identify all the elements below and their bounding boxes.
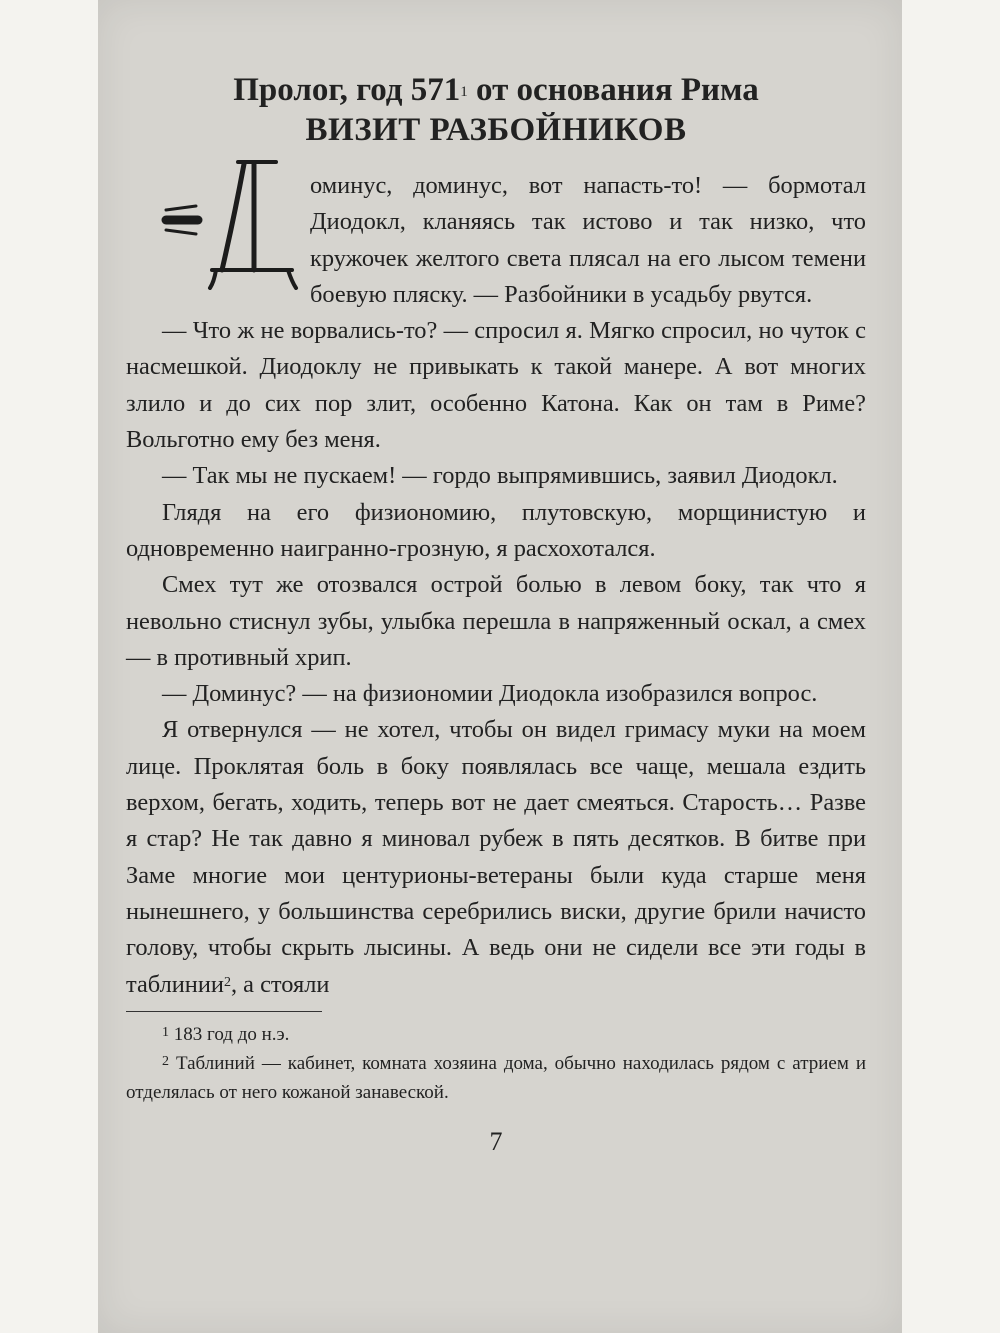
footnote-1: $^1$ 183 год до н.э.	[162, 1023, 290, 1045]
page-number: 7	[489, 1126, 503, 1156]
footnote-ref-2: 2	[223, 974, 231, 990]
chapter-title: Пролог, год $571^1$ от основания Рима	[233, 72, 759, 108]
paragraph-7: Я отвернулся — не хотел, чтобы он видел гримасу муки на моем лице. Проклятая боль в боку появлялась все чаще, мешала ездить верхом, бегать, ходить, теперь вот не дает смеяться. Старость… Разве я стар? Не так давно я миновал рубеж в пять десятков. В битве при Заме многие мои центурионы-ветераны были куда старше меня нынешнего, у большинства серебрились виски, другие брили начисто голову, чтобы скрыть лысины. А ведь они не сидели все эти годы в таблинии$^2$, а стояли	[126, 716, 866, 998]
page-content	[126, 70, 866, 1157]
paragraph-2: — Что ж не ворвались-то? — спросил я. Мягко спросил, но чуток с насмешкой. Диодоклу не привыкать к такой манере. А вот многих злило и до сих пор злит, особенно Катона. Как он там в Риме? Вольготно ему без меня.	[126, 317, 866, 454]
footnote-ref-1: 1	[460, 84, 468, 100]
paragraph-5: Смех тут же отозвался острой болью в левом боку, так что я невольно стиснул зубы, улыбка перешла в напряженный оскал, а смех — в противный хрип.	[126, 571, 866, 671]
paragraph-1: оминус, доминус, вот напасть-то! — бормотал Диодокл, кланяясь так истово и так низко, что кружочек желтого света плясал на его лысом темени боевую пляску. — Разбойники в усадьбу рвутся.	[310, 172, 866, 308]
footnotes	[126, 1020, 866, 1107]
chapter-subtitle: ВИЗИТ РАЗБОЙНИКОВ	[305, 112, 687, 148]
paragraph-6: — Доминус? — на физиономии Диодокла изобразился вопрос.	[162, 680, 818, 708]
footnote-2: $^2$ Таблиний — кабинет, комната хозяина дома, обычно находилась рядом с атрием и отделялась от него кожаной занавеской.	[126, 1052, 866, 1103]
paragraph-3: — Так мы не пускаем! — гордо выпрямившись, заявил Диодокл.	[162, 462, 838, 490]
drop-cap-letter	[126, 158, 304, 290]
footnote-divider	[126, 1011, 322, 1012]
body-text	[126, 168, 866, 1003]
paragraph-4: Глядя на его физиономию, плутовскую, морщинистую и одновременно наигранно-грозную, я расхохотался.	[126, 498, 866, 562]
book-page	[98, 0, 902, 1333]
